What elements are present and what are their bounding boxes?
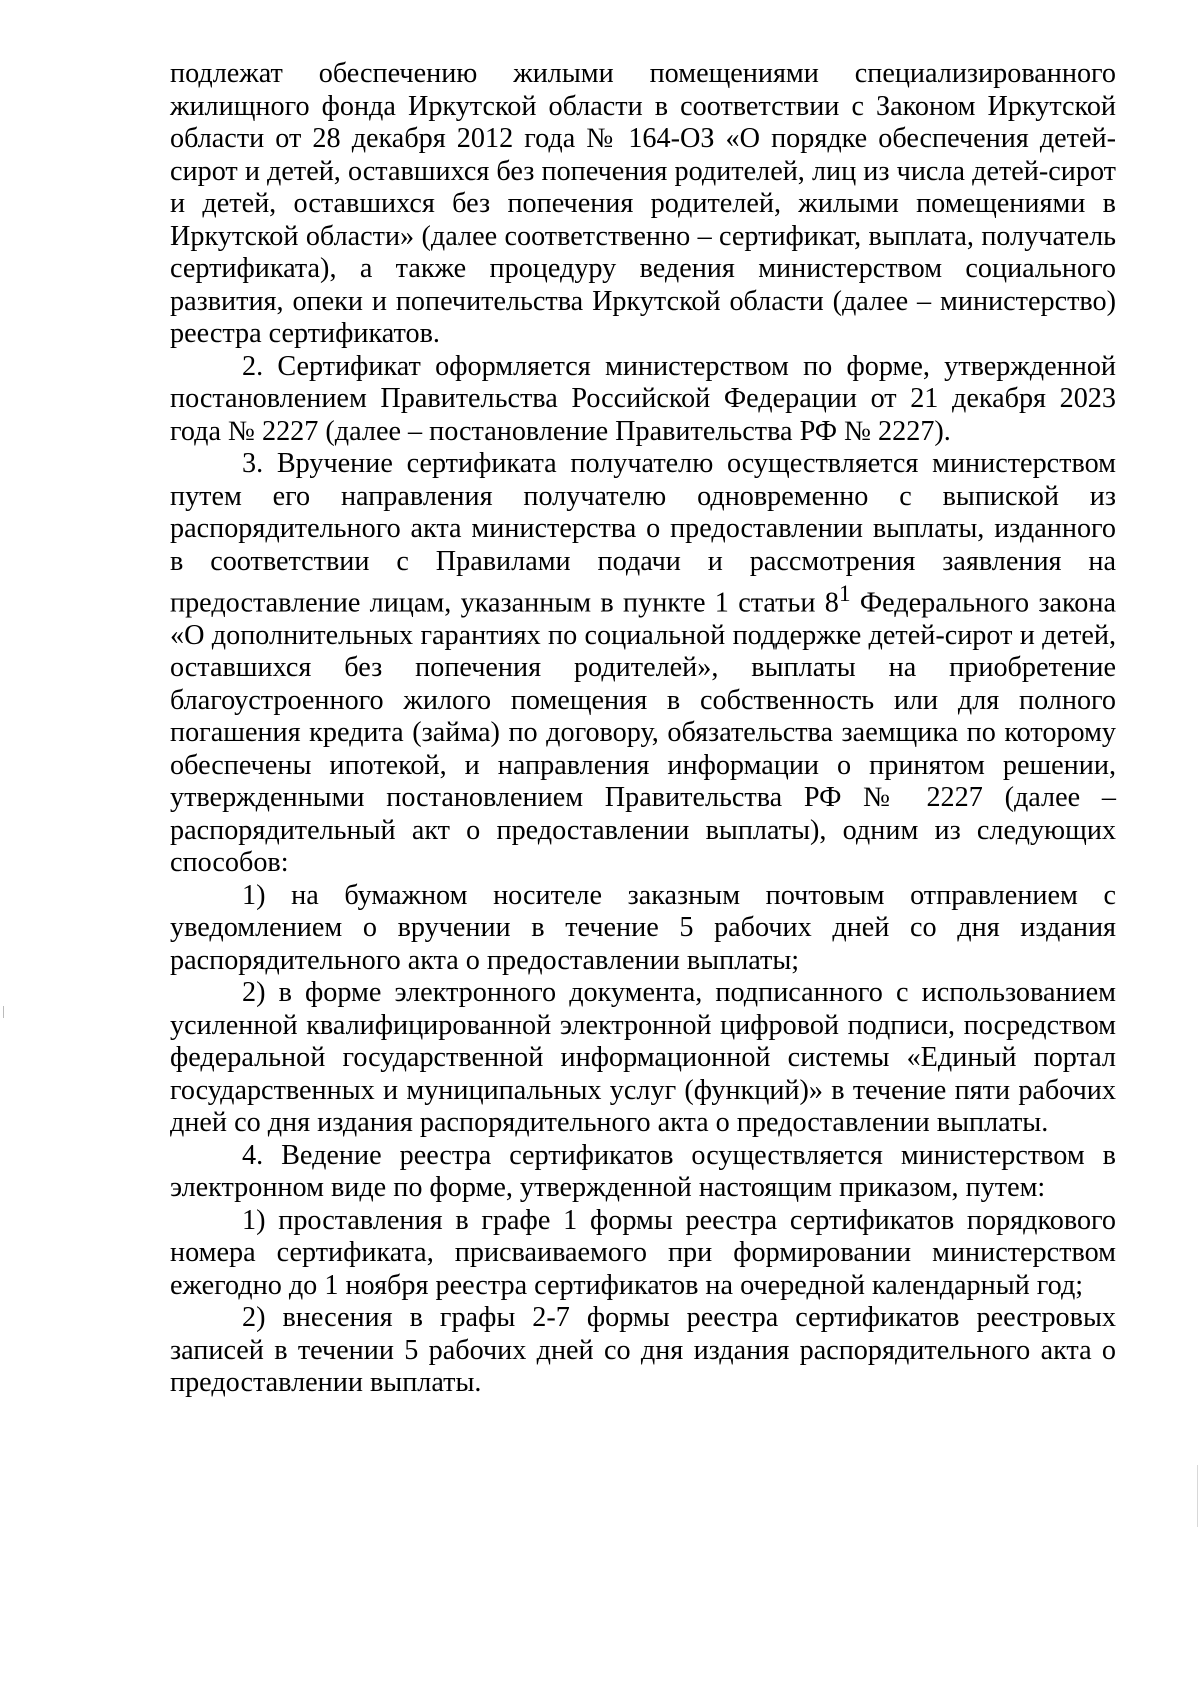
scan-margin-mark	[3, 1006, 4, 1018]
paragraph-continuation: подлежат обеспечению жилыми помещениями специализированного жилищного фонда Иркутской области в соответствии с Законом Иркутской области от 28 декабря 2012 года № 164-ОЗ «О порядке обеспечения детей-сирот и детей, оставшихся без попечения родителей, лиц из числа детей-сирот и детей, оставшихся без попечения родителей, жилыми помещениями в Иркутской области» (далее соответственно – сертификат, выплата, получатель сертификата), а также процедуру ведения министерством социального развития, опеки и попечительства Иркутской области (далее – министерство) реестра сертификатов.	[170, 58, 1116, 349]
paragraph-item-4: 4. Ведение реестра сертификатов осуществляется министерством в электронном виде по форме, утвержденной настоящим приказом, путем:	[170, 1139, 1116, 1204]
paragraph-item-2: 2. Сертификат оформляется министерством по форме, утвержденной постановлением Правительства Российской Федерации от 21 декабря 2023 года № 2227 (далее – постановление Правительства РФ № 2227).	[170, 350, 1116, 447]
paragraph-subitem-3-1: 1) на бумажном носителе заказным почтовым отправлением с уведомлением о вручении в течение 5 рабочих дней со дня издания распорядительного акта о предоставлении выплаты;	[170, 879, 1116, 976]
paragraph-subitem-3-2: 2) в форме электронного документа, подписанного с использованием усиленной квалифицированной электронной цифровой подписи, посредством федеральной государственной информационной системы «Единый портал государственных и муниципальных услуг (функций)» в течение пяти рабочих дней со дня издания распорядительного акта о предоставлении выплаты.	[170, 977, 1116, 1139]
paragraph-item-3-text-start: 3. Вручение сертификата получателю осуществляется министерством путем его направления получателю одновременно с выпиской из распорядительного акта министерства о предоставлении выплаты, изданного в соответствии с Правилами подачи и рассмотрения заявления на предоставление лицам, указанным в пункте 1 статьи 8	[170, 448, 1116, 619]
paragraph-item-3-text-end: Федерального закона «О дополнительных гарантиях по социальной поддержке детей-сирот и детей, оставшихся без попечения родителей», выплаты на приобретение благоустроенного жилого помещения в собственность или для полного погашения кредита (займа) по договору, обязательства заемщика по которому обеспечены ипотекой, и направления информации о принятом решении, утвержденными постановлением Правительства РФ № 2227 (далее – распорядительный акт о предоставлении выплаты), одним из следующих способов:	[170, 587, 1116, 879]
document-body	[170, 58, 1116, 1400]
paragraph-subitem-4-2: 2) внесения в графы 2-7 формы реестра сертификатов реестровых записей в течении 5 рабочих дней со дня издания распорядительного акта о предоставлении выплаты.	[170, 1302, 1116, 1399]
paragraph-item-3	[170, 448, 1116, 880]
article-superscript: 1	[838, 581, 851, 607]
scan-edge-mark	[1197, 1465, 1198, 1527]
paragraph-subitem-4-1: 1) проставления в графе 1 формы реестра сертификатов порядкового номера сертификата, присваиваемого при формировании министерством ежегодно до 1 ноября реестра сертификатов на очередной календарный год;	[170, 1204, 1116, 1301]
